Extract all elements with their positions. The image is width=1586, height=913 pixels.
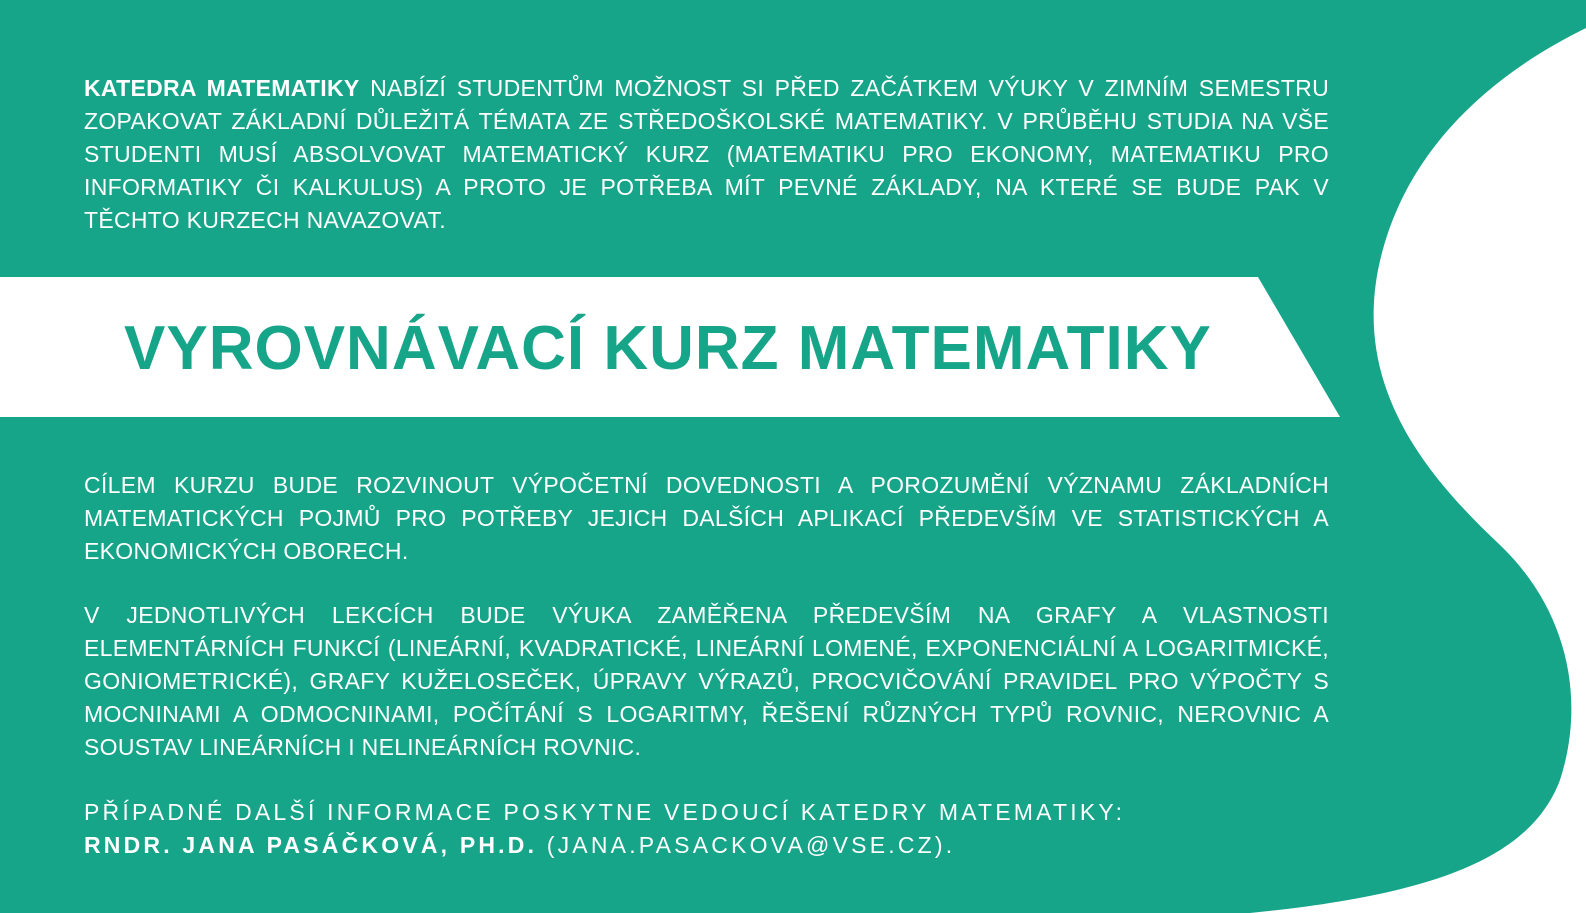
contact-name: RNDR. JANA PASÁČKOVÁ, PH.D. bbox=[84, 832, 538, 858]
intro-text: NABÍZÍ STUDENTŮM MOŽNOST SI PŘED ZAČÁTKEM VÝUKY V ZIMNÍM SEMESTRU ZOPAKOVAT ZÁKLADNÍ DŮLEŽITÁ TÉMATA ZE STŘEDOŠKOLSKÉ MATEMATIKY. V PRŮBĚHU STUDIA NA VŠE STUDENTI MUSÍ ABSOLVOVAT MATEMATICKÝ KURZ (MATEMATIKU PRO EKONOMY, MATEMATIKU PRO INFORMATIKY ČI KALKULUS) A PROTO JE POTŘEBA MÍT PEVNÉ ZÁKLADY, NA KTERÉ SE BUDE PAK V TĚCHTO KURZECH NAVAZOVAT. bbox=[84, 75, 1329, 233]
intro-paragraph bbox=[84, 72, 1329, 237]
goal-paragraph: CÍLEM KURZU BUDE ROZVINOUT VÝPOČETNÍ DOVEDNOSTI A POROZUMĚNÍ VÝZNAMU ZÁKLADNÍCH MATEMATICKÝCH POJMŮ PRO POTŘEBY JEJICH DALŠÍCH APLIKACÍ PŘEDEVŠÍM VE STATISTICKÝCH A EKONOMICKÝCH OBORECH. bbox=[84, 472, 1329, 564]
contact-line bbox=[84, 829, 1125, 862]
lessons-paragraph: V JEDNOTLIVÝCH LEKCÍCH BUDE VÝUKA ZAMĚŘENA PŘEDEVŠÍM NA GRAFY A VLASTNOSTI ELEMENTÁRNÍCH FUNKCÍ (LINEÁRNÍ, KVADRATICKÉ, LINEÁRNÍ LOMENÉ, EXPONENCIÁLNÍ A LOGARITMICKÉ, GONIOMETRICKÉ), GRAFY KUŽELOSEČEK, ÚPRAVY VÝRAZŮ, PROCVIČOVÁNÍ PRAVIDEL PRO VÝPOČTY S MOCNINAMI A ODMOCNINAMI, POČÍTÁNÍ S LOGARITMY, ŘEŠENÍ RŮZNÝCH TYPŮ ROVNIC, NEROVNIC A SOUSTAV LINEÁRNÍCH I NELINEÁRNÍCH ROVNIC. bbox=[84, 602, 1329, 760]
page-title: VYROVNÁVACÍ KURZ MATEMATIKY bbox=[124, 314, 1212, 383]
contact-intro: PŘÍPADNÉ DALŠÍ INFORMACE POSKYTNE VEDOUCÍ KATEDRY MATEMATIKY: bbox=[84, 799, 1126, 825]
contact-info bbox=[84, 796, 1125, 862]
contact-email: (JANA.PASACKOVA@VSE.CZ). bbox=[537, 832, 956, 858]
department-name: KATEDRA MATEMATIKY bbox=[84, 75, 360, 101]
